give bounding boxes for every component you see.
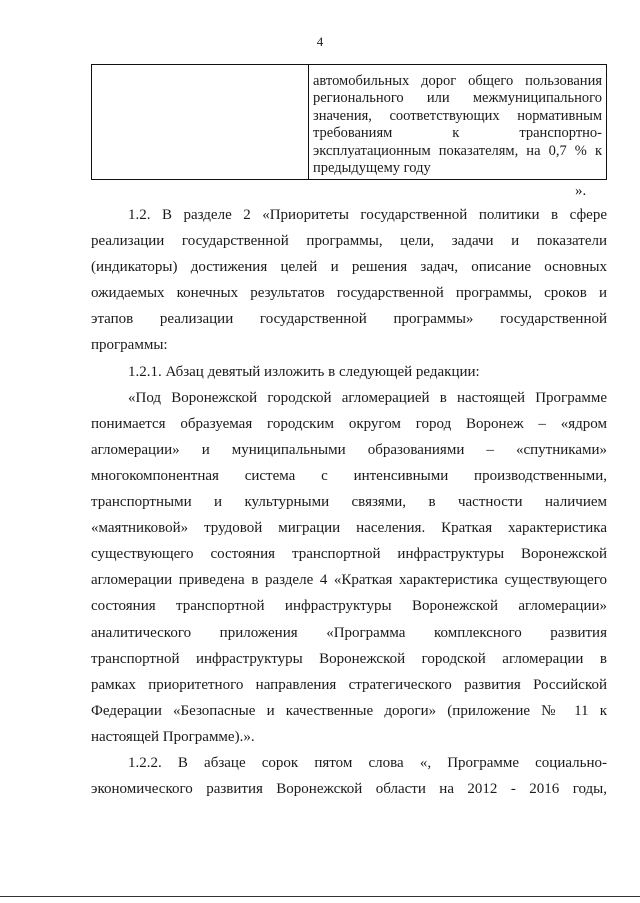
- paragraph-line: Федерации «Безопасные и качественные дороги» (приложение № 11 к: [91, 702, 607, 719]
- page-bottom-rule: [0, 896, 640, 897]
- paragraph-line: «маятниковой» трудовой миграции населения. Краткая характеристика: [91, 520, 607, 537]
- table-fragment: [91, 64, 607, 180]
- paragraph-line: многокомпонентная система с интенсивными производственными,: [91, 467, 607, 484]
- paragraph-1-2: [91, 202, 607, 359]
- paragraph-line: существующего состояния транспортной инфраструктуры Воронежской: [91, 546, 607, 563]
- paragraph-line: этапов реализации государственной программы» государственной: [91, 311, 607, 328]
- paragraph-line: аналитического приложения «Программа комплексного развития: [91, 624, 607, 641]
- table-column-divider: [308, 65, 309, 179]
- paragraph-line: (индикаторы) достижения целей и решения задач, описание основных: [91, 259, 607, 276]
- page-number: 4: [316, 34, 324, 49]
- table-cell-line: автомобильных дорог общего пользования: [313, 73, 602, 89]
- table-cell-line: эксплуатационным показателям, на 0,7 % к: [313, 142, 602, 159]
- paragraph-line: настоящей Программе).».: [91, 728, 255, 745]
- paragraph-line: рамках приоритетного направления стратегического развития Российской: [91, 676, 607, 693]
- closing-quote: ».: [575, 183, 587, 199]
- paragraph-quoted-text: [91, 385, 607, 750]
- paragraph-1-2-1: [91, 359, 607, 385]
- table-cell-line: значения, соответствующих нормативным: [313, 107, 602, 124]
- paragraph-line: 1.2.1. Абзац девятый изложить в следующей редакции:: [128, 363, 480, 380]
- paragraph-1-2-2: [91, 750, 607, 802]
- paragraph-line: реализации государственной программы, цели, задачи и показатели: [91, 233, 607, 250]
- paragraph-line: 1.2. В разделе 2 «Приоритеты государственной политики в сфере: [128, 207, 607, 223]
- paragraph-line: «Под Воронежской городской агломерацией в настоящей Программе: [128, 389, 607, 406]
- paragraph-line: 1.2.2. В абзаце сорок пятом слова «, Программе социально-: [128, 755, 607, 771]
- paragraph-line: программы:: [91, 337, 168, 354]
- paragraph-line: экономического развития Воронежской области на 2012 - 2016 годы,: [91, 781, 607, 798]
- paragraph-line: транспортными и культурными связями, в частности наличием: [91, 494, 607, 511]
- table-cell-right: [313, 73, 602, 177]
- paragraph-line: агломерации приведена в разделе 4 «Краткая характеристика существующего: [91, 572, 607, 589]
- paragraph-line: ожидаемых конечных результатов государственной программы, сроков и: [91, 285, 607, 302]
- paragraph-line: агломерации» и муниципальными образованиями – «спутниками»: [91, 441, 607, 458]
- paragraph-line: понимается образуемая городским округом город Воронеж – «ядром: [91, 415, 607, 432]
- paragraph-line: транспортной инфраструктуры Воронежской городской агломерации в: [91, 650, 607, 667]
- table-cell-line: требованиям к транспортно-: [313, 125, 602, 142]
- table-cell-line: регионального или межмуниципального: [313, 90, 602, 107]
- paragraph-line: состояния транспортной инфраструктуры Воронежской агломерации»: [91, 598, 607, 615]
- table-cell-line: предыдущему году: [313, 159, 431, 176]
